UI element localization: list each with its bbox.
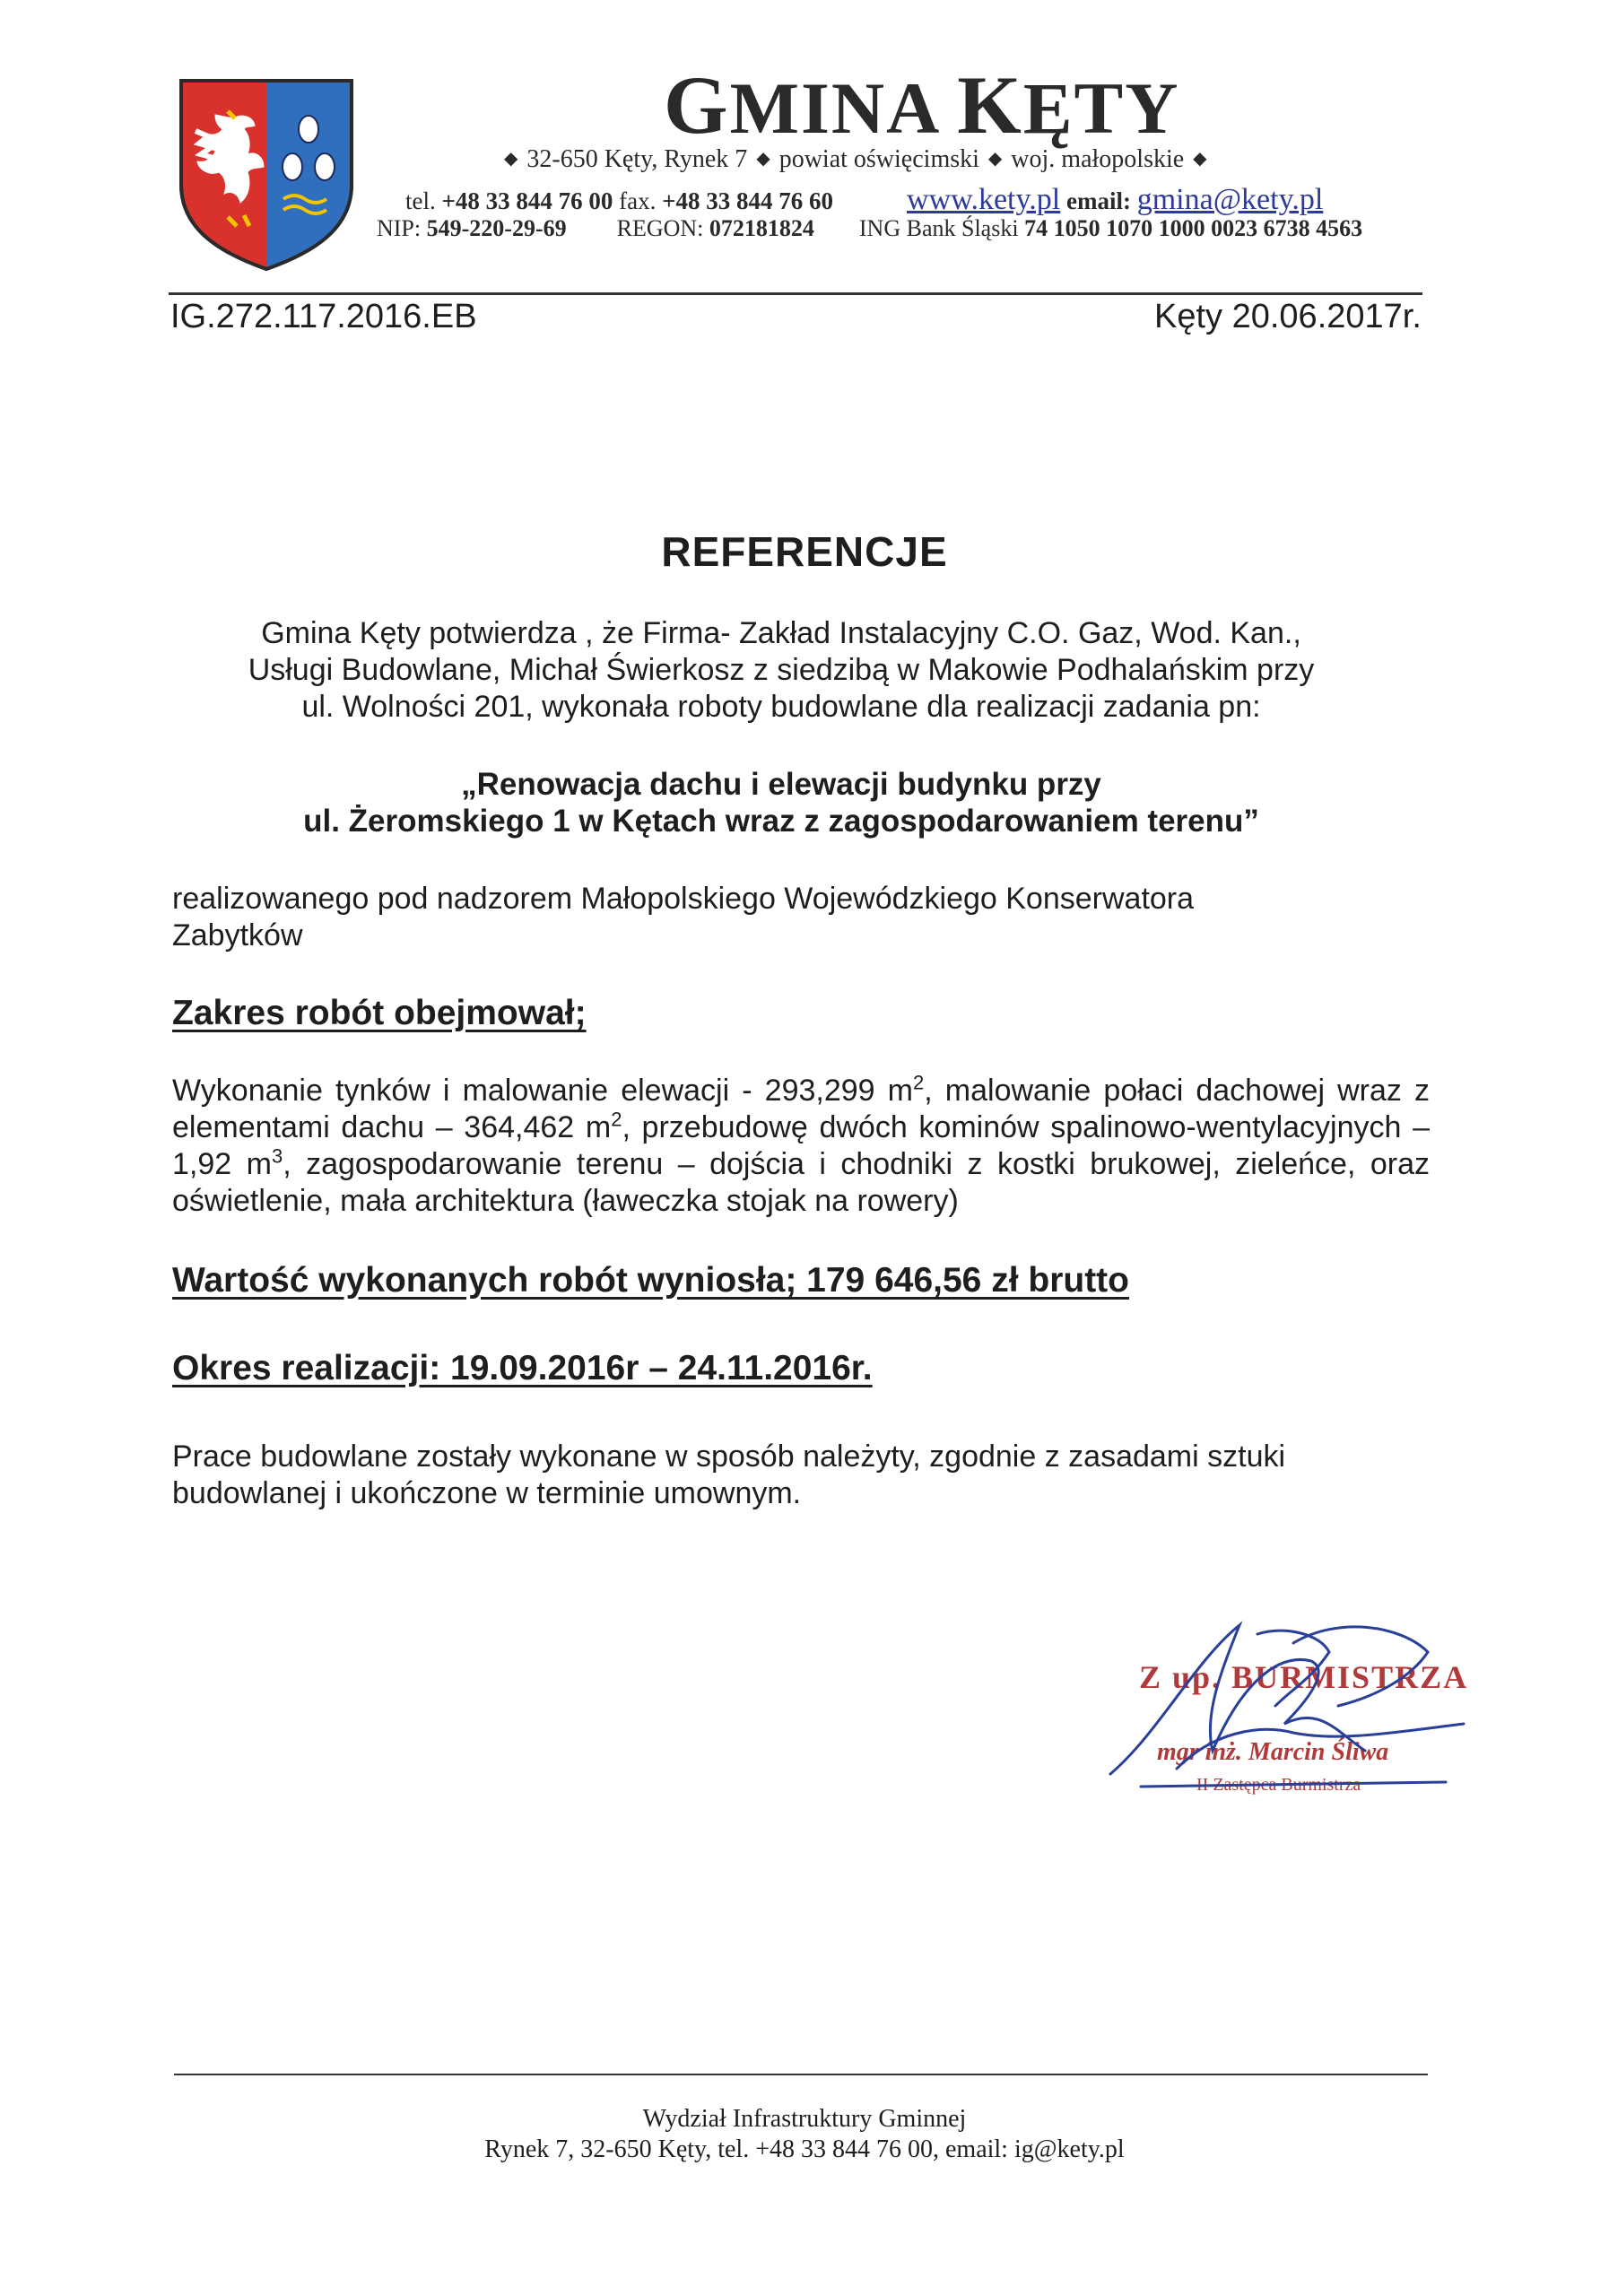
supervision-paragraph: realizowanego pod nadzorem Małopolskiego Wojewódzkiego Konserwatora Zabytków	[172, 882, 1195, 952]
coat-of-arms-icon	[178, 77, 355, 273]
scope-heading: Zakres robót obejmował;	[172, 994, 587, 1032]
nip-number: 549-220-29-69	[426, 215, 567, 241]
phone-number: +48 33 844 76 00	[441, 187, 613, 214]
regon-number: 072181824	[709, 215, 814, 241]
footer-contact: Rynek 7, 32-650 Kęty, tel. +48 33 844 76 00, email: ig@kety.pl	[484, 2135, 1125, 2163]
diamond-bullet-icon: ◆	[504, 149, 518, 169]
project-name: „Renowacja dachu i elewacji budynku przy ul. Żeromskiego 1 w Kętach wraz z zagospodarowaniem terenu”	[303, 767, 1259, 839]
header-divider	[169, 292, 1422, 295]
bank-account: 74 1050 1070 1000 0023 6738 4563	[1024, 215, 1363, 241]
signature-stamp	[1105, 1598, 1473, 1813]
footer-department: Wydział Infrastruktury Gminnej	[642, 2105, 967, 2133]
intro-paragraph: Gmina Kęty potwierdza , że Firma- Zakład Instalacyjny C.O. Gaz, Wod. Kan., Usługi Budowlane, Michał Świerkosz z siedzibą w Makowie Podhalańskim przy ul. Wolności 201, wykonała roboty budowlane dla realizacji zadania pn:	[248, 616, 1315, 724]
contact-line: tel. +48 33 844 76 00 fax. +48 33 844 76 60 www.kety.pl email: gmina@kety.pl	[405, 183, 1324, 216]
address: 32-650 Kęty, Rynek 7	[526, 145, 748, 173]
place-date: Kęty 20.06.2017r.	[1154, 298, 1422, 335]
website-link[interactable]: www.kety.pl	[907, 183, 1061, 216]
stamp-line-2: mgr inż. Marcin Śliwa	[1157, 1738, 1389, 1766]
district: powiat oświęcimski	[778, 145, 979, 173]
reference-number: IG.272.117.2016.EB	[170, 298, 477, 335]
province: woj. małopolskie	[1011, 145, 1185, 173]
registration-line: NIP: 549-220-29-69 REGON: 072181824 ING Bank Śląski 74 1050 1070 1000 0023 6738 4563	[377, 215, 1363, 241]
stamp-line-3: II Zastępca Burmistrza	[1196, 1775, 1361, 1795]
footer-divider	[174, 2074, 1428, 2075]
diamond-bullet-icon: ◆	[987, 149, 1003, 169]
address-line	[495, 145, 1216, 174]
email-link[interactable]: gmina@kety.pl	[1136, 183, 1324, 216]
scope-paragraph: Wykonanie tynków i malowanie elewacji - 293,299 $m^2$, malowanie połaci dachowej wraz z elementami dachu – 364,462 $m^2$, przebudowę dwóch kominów spalinowo-wentylacyjnych – 1,92 $m^3$, zagospodarowanie terenu – dojścia i chodniki z kostki brukowej, zieleńce, oraz oświetlenie, mała architektura (ławeczka stojak na rowery)	[172, 1071, 1431, 1218]
stamp-line-1: Z up. BURMISTRZA	[1139, 1659, 1469, 1695]
bank-name: ING Bank Śląski	[858, 215, 1019, 241]
diamond-bullet-icon: ◆	[1193, 149, 1207, 169]
period-heading: Okres realizacji: 19.09.2016r – 24.11.2016r.	[172, 1349, 873, 1387]
diamond-bullet-icon: ◆	[756, 149, 770, 169]
closing-paragraph: Prace budowlane zostały wykonane w sposób należyty, zgodnie z zasadami sztuki budowlanej i ukończone w terminie umownym.	[172, 1439, 1286, 1510]
document-title: REFERENCJE	[661, 528, 948, 575]
fax-number: +48 33 844 76 60	[662, 187, 834, 214]
organization-name: GMINA KĘTY	[664, 59, 1180, 151]
value-heading: Wartość wykonanych robót wyniosła; 179 646,56 zł brutto	[172, 1261, 1129, 1300]
